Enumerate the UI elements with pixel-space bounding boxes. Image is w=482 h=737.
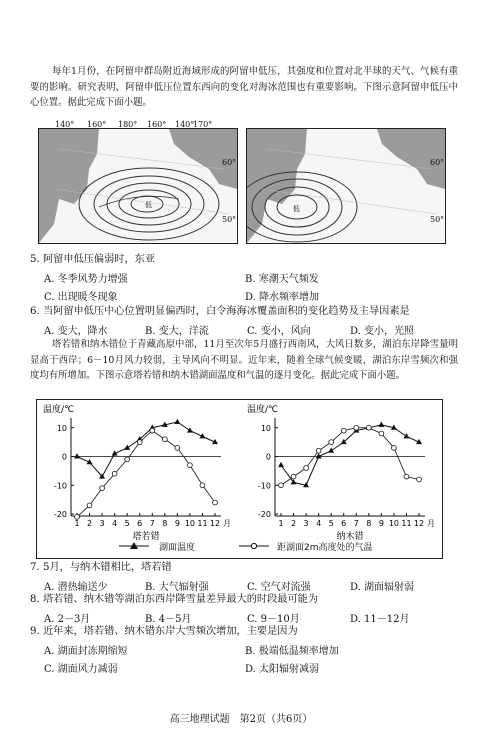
q5-option-a[interactable]: A. 冬季风势力增强 xyxy=(44,274,128,285)
map-left-lon-2: 160° xyxy=(87,120,107,129)
chart1-air-point xyxy=(213,500,218,505)
map-left-lon-5: 140° xyxy=(175,120,195,129)
chart1-ylabel: 温度/℃ xyxy=(43,405,75,415)
chart1-air-point xyxy=(175,445,180,450)
chart1-xtick-label: 2 xyxy=(86,519,93,528)
q5-option-d[interactable]: D. 降水频率增加 xyxy=(245,292,320,303)
page-footer: 高三地理试题 第2页（共6页） xyxy=(169,714,313,725)
chart1-air-point xyxy=(162,437,167,442)
map-left xyxy=(38,128,238,244)
chart2-lake-point xyxy=(403,433,409,438)
q6-stem: 6. 当阿留申低压中心位置明显偏西时，白令海海冰覆盖面积的变化趋势及主导因素是 xyxy=(30,306,410,317)
map-left-lon-6: 170° xyxy=(193,120,213,129)
chart2-xtick-label: 8 xyxy=(366,519,372,528)
chart2-air-point xyxy=(341,428,346,433)
chart2-series-lake-line xyxy=(281,425,419,485)
chart2-title: 纳木错 xyxy=(336,532,364,542)
chart1-title: 塔若错 xyxy=(132,532,160,542)
legend-lake-label: 湖面温度 xyxy=(159,543,196,553)
q8-option-d[interactable]: D. 11－12月 xyxy=(350,614,410,625)
chart-panel xyxy=(36,399,443,559)
q5-option-c[interactable]: C. 出现暖冬现象 xyxy=(44,292,118,303)
q9-option-a[interactable]: A. 湖面封冻期缩短 xyxy=(44,646,128,657)
svg-text:低: 低 xyxy=(145,201,152,209)
q9-option-c[interactable]: C. 湖面风力减弱 xyxy=(44,664,118,675)
chart2-ylabel: 温度/℃ xyxy=(247,405,279,415)
chart1-xtick-label: 7 xyxy=(149,519,155,528)
chart2-xtick-label: 2 xyxy=(290,519,297,528)
q9-option-b[interactable]: B. 极端低温频率增加 xyxy=(245,646,339,657)
q6-option-c[interactable]: C. 变小，风向 xyxy=(247,326,311,337)
chart1-lake-point xyxy=(124,445,130,450)
chart2-ytick-label: 0 xyxy=(265,452,271,462)
q7-stem: 7. 5月，与纳木错相比，塔若错 xyxy=(30,562,172,573)
chart1-ytick-label: 10 xyxy=(56,423,67,433)
q5-stem: 5. 阿留申低压偏弱时，东亚 xyxy=(30,254,156,265)
q6-option-a[interactable]: A. 变大，降水 xyxy=(44,326,108,337)
chart2-xtick-label: 11 xyxy=(401,519,412,528)
legend-air xyxy=(239,541,373,553)
q7-option-a[interactable]: A. 潜热输送少 xyxy=(44,582,108,593)
chart1-air-point xyxy=(137,440,142,445)
q8-option-a[interactable]: A. 2－3月 xyxy=(44,614,91,625)
chart2-xtick-label: 5 xyxy=(328,519,334,528)
chart1-xtick-label: 6 xyxy=(137,519,143,528)
chart1-ytick-label: -20 xyxy=(53,510,67,519)
chart2-air-point xyxy=(354,425,359,430)
legend-lake xyxy=(119,541,195,553)
chart1-series-lake-line xyxy=(77,422,215,477)
chart1-air-point xyxy=(188,463,193,468)
chart1-xtick-label: 9 xyxy=(174,519,180,528)
chart2-xtick-label: 1 xyxy=(278,519,284,528)
chart1-xtick-label: 10 xyxy=(184,519,196,528)
chart2-air-point xyxy=(404,474,409,479)
map-left-lat-1: 60° xyxy=(222,158,237,167)
q8-option-b[interactable]: B. 4－5月 xyxy=(145,614,192,625)
chart2-ytick-label: -10 xyxy=(257,481,271,491)
q7-option-c[interactable]: C. 空气对流强 xyxy=(247,582,311,593)
chart2-air-point xyxy=(392,445,397,450)
chart2-ytick-label: 10 xyxy=(260,423,271,433)
map-left-svg xyxy=(39,129,237,243)
chart1-xtick-label: 5 xyxy=(124,519,130,528)
chart2-ytick-label: -20 xyxy=(257,510,271,519)
intro-paragraph-2: 塔若错和纳木错位于青藏高原中部，11月至次年5月盛行西南风，大风日数多，湖泊东岸降雪量明显高于西岸；6－10月风力较弱，主导风向不明显。近年来，随着全球气候变暖，湖泊东岸雪频次和强度均有所增加。下图示意塔若错和纳木错湖面温度和气温的逐月变化。据此完成下面小题。 xyxy=(30,339,458,382)
svg-text:低: 低 xyxy=(293,205,300,213)
legend-air-label: 距湖面2m高度处的气温 xyxy=(277,543,373,553)
chart2-lake-point xyxy=(278,462,284,467)
q7-option-b[interactable]: B. 大气辐射强 xyxy=(145,582,209,593)
chart-legend xyxy=(119,541,373,553)
chart2-lake-point xyxy=(378,422,384,427)
chart1-air-point xyxy=(200,483,205,488)
q9-stem: 9. 近年来，塔若错、纳木错东岸大雪频次增加，主要是因为 xyxy=(30,626,298,637)
q8-stem: 8. 塔若错、纳木错等湖泊东西岸降雪量差异最大的时段最可能为 xyxy=(30,594,319,605)
chart2-xtick-label: 10 xyxy=(388,519,400,528)
chart2-air-point xyxy=(329,440,334,445)
q6-option-d[interactable]: D. 变小，光照 xyxy=(350,326,415,337)
chart1-air-point xyxy=(112,471,117,476)
chart2-air-point xyxy=(366,425,371,430)
chart2-air-point xyxy=(291,474,296,479)
chart1-lake-point xyxy=(174,419,180,424)
chart1-xtick-label: 1 xyxy=(74,519,80,528)
chart2-lake-point xyxy=(328,448,334,453)
intro-paragraph-1: 每年1月份，在阿留申群岛附近海域形成的阿留申低压，其强度和位置对北半球的天气、气候有重要的影响。研究表明，阿留申低压位置东西向的变化对海冰范围也有重要影响。下图示意阿留申低压中心位置。据此完成下面小题。 xyxy=(30,66,458,109)
chart1-xunit: 月 xyxy=(223,519,231,528)
map-right xyxy=(246,128,446,244)
chart1-xtick-label: 4 xyxy=(112,519,118,528)
chart2-xtick-label: 7 xyxy=(353,519,359,528)
chart1-air-point xyxy=(150,428,155,433)
q8-option-c[interactable]: C. 9－10月 xyxy=(247,614,300,625)
chart2-air-point xyxy=(316,448,321,453)
map-left-lon-1: 140° xyxy=(55,120,75,129)
chart1-xtick-label: 12 xyxy=(209,519,221,528)
chart1-series-air-line xyxy=(77,431,215,517)
map-left-lat-2: 50° xyxy=(222,215,237,224)
map-left-lon-3: 180° xyxy=(118,120,138,129)
temperature-charts-svg xyxy=(37,400,442,558)
chart1-air-point xyxy=(125,457,130,462)
map-left-lon-4: 160° xyxy=(147,120,167,129)
chart1-lake-point xyxy=(187,427,193,432)
chart2-air-point xyxy=(279,483,284,488)
chart2-xtick-label: 4 xyxy=(316,519,322,528)
chart2-air-point xyxy=(417,477,422,482)
q5-option-b[interactable]: B. 寒潮天气频发 xyxy=(245,274,319,285)
q7-option-d[interactable]: D. 湖面辐射弱 xyxy=(350,582,415,593)
chart2-xunit: 月 xyxy=(427,519,435,528)
chart1-air-point xyxy=(100,486,105,491)
chart2-xtick-label: 12 xyxy=(413,519,425,528)
chart1-xtick-label: 8 xyxy=(162,519,168,528)
chart2-xtick-label: 6 xyxy=(341,519,347,528)
chart1-ytick-label: -10 xyxy=(53,481,67,491)
q9-option-d[interactable]: D. 太阳辐射减弱 xyxy=(245,664,320,675)
chart1-air-point xyxy=(87,503,92,508)
q6-option-b[interactable]: B. 变大，洋流 xyxy=(145,326,209,337)
chart1-lake-point xyxy=(74,453,80,458)
chart1-xtick-label: 11 xyxy=(197,519,208,528)
chart1-ytick-label: 0 xyxy=(61,452,67,462)
chart2-air-point xyxy=(379,431,384,436)
chart2-xtick-label: 9 xyxy=(378,519,384,528)
chart2-air-point xyxy=(304,466,309,471)
chart2-xtick-label: 3 xyxy=(303,519,309,528)
map-right-lat-1: 60° xyxy=(430,158,445,167)
chart1-air-point xyxy=(75,514,80,519)
map-right-lat-2: 50° xyxy=(430,215,445,224)
map-right-svg xyxy=(247,129,445,243)
chart1-xtick-label: 3 xyxy=(99,519,105,528)
